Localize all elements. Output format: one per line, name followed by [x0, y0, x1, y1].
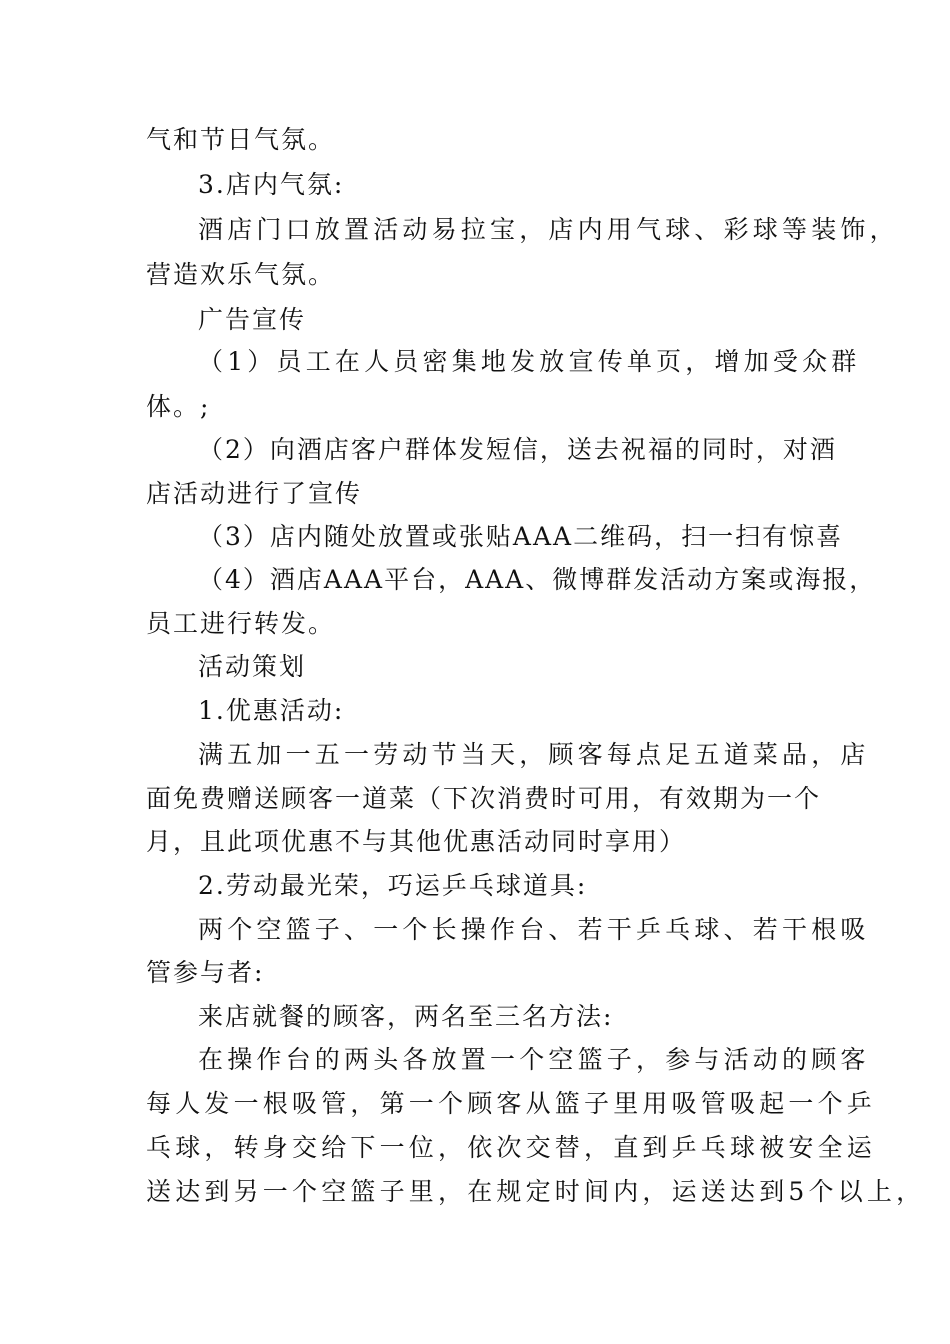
section-heading: 广告宣传	[198, 305, 307, 334]
list-item: （2）向酒店客户群体发短信，送去祝福的同时，对酒	[198, 435, 837, 464]
paragraph-line: 两个空篮子、一个长操作台、若干乒乓球、若干根吸	[198, 915, 870, 944]
paragraph-line: 营造欢乐气氛。	[146, 260, 336, 289]
paragraph-line: 送达到另一个空篮子里，在规定时间内，运送达到5个以上，	[146, 1177, 926, 1206]
paragraph-line: 月，且此项优惠不与其他优惠活动同时享用）	[146, 827, 687, 856]
paragraph-line: 每人发一根吸管，第一个顾客从篮子里用吸管吸起一个乒	[146, 1089, 877, 1118]
list-item: （1）员工在人员密集地发放宣传单页，增加受众群	[198, 347, 861, 376]
list-item: （3）店内随处放置或张贴AAA二维码，扫一扫有惊喜	[198, 522, 844, 551]
paragraph-line: 面免费赠送顾客一道菜（下次消费时可用，有效期为一个	[146, 784, 822, 813]
paragraph-line: 体。;	[146, 392, 211, 421]
paragraph-line: 店活动进行了宣传	[146, 479, 363, 508]
list-item: （4）酒店AAA平台，AAA、微博群发活动方案或海报，	[198, 565, 877, 594]
paragraph-line: 乓球，转身交给下一位，依次交替，直到乒乓球被安全运	[146, 1133, 877, 1162]
section-heading: 2.劳动最光荣，巧运乒乓球道具:	[198, 871, 588, 900]
section-heading: 活动策划	[198, 652, 307, 681]
paragraph-line: 气和节日气氛。	[146, 125, 336, 154]
paragraph-line: 管参与者:	[146, 958, 265, 987]
section-heading: 1.优惠活动:	[198, 696, 345, 725]
paragraph-line: 员工进行转发。	[146, 609, 336, 638]
paragraph-line: 酒店门口放置活动易拉宝，店内用气球、彩球等装饰，	[198, 215, 899, 244]
section-heading: 3.店内气氛:	[198, 170, 345, 199]
paragraph-line: 满五加一五一劳动节当天，顾客每点足五道菜品，店	[198, 740, 870, 769]
paragraph-line: 来店就餐的顾客，两名至三名方法:	[198, 1002, 614, 1031]
paragraph-line: 在操作台的两头各放置一个空篮子，参与活动的顾客	[198, 1045, 870, 1074]
